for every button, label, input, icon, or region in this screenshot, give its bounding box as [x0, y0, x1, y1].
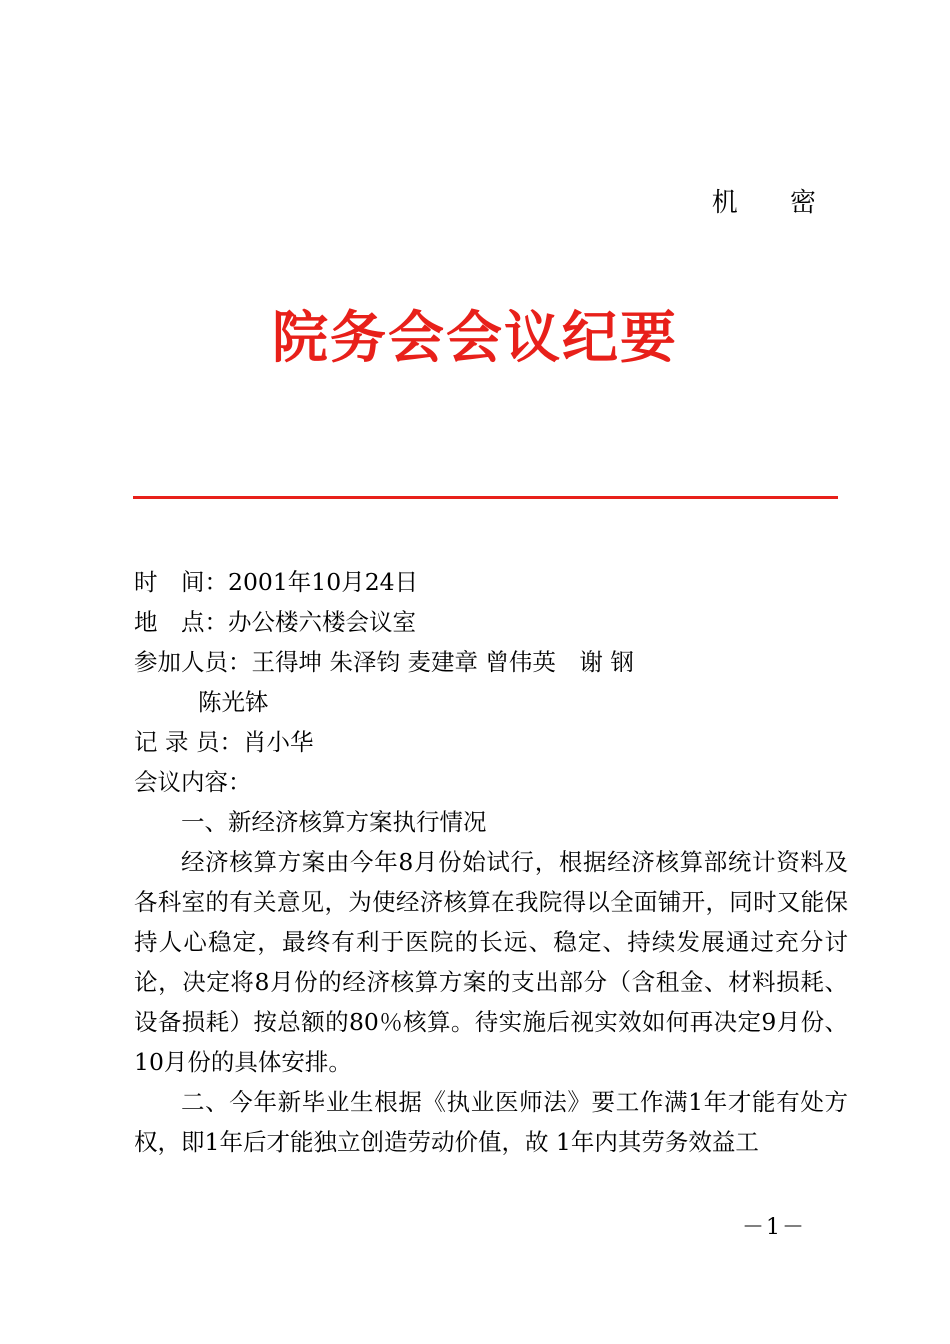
red-divider-line [133, 496, 838, 499]
content-label: 会议内容： [134, 768, 252, 796]
time-label: 时 间： [134, 568, 228, 596]
place-value: 办公楼六楼会议室 [228, 608, 416, 636]
attendees-label: 参加人员： [134, 648, 252, 676]
place-label: 地 点： [134, 608, 228, 636]
document-title: 院务会会议纪要 [272, 306, 678, 371]
time-value: 2001年10月24日 [228, 568, 419, 596]
meeting-place [134, 602, 848, 642]
meeting-recorder [134, 722, 848, 762]
page-number: －1－ [742, 1215, 806, 1240]
recorder-label: 记 录 员： [134, 728, 243, 756]
section-1-paragraph: 经济核算方案由今年8月份始试行，根据经济核算部统计资料及各科室的有关意见，为使经济核算在我院得以全面铺开，同时又能保持人心稳定，最终有利于医院的长远、稳定、持续发展通过充分讨论，决定将8月份的经济核算方案的支出部分（含租金、材料损耗、设备损耗）按总额的80％核算。待实施后视实效如何再决定9月份、10月份的具体安排。 [134, 848, 848, 1076]
section-2-paragraph: 二、今年新毕业生根据《执业医师法》要工作满1年才能有处方权，即1年后才能独立创造劳动价值，故 1年内其劳务效益工 [134, 1088, 848, 1156]
recorder-value: 肖小华 [242, 728, 314, 756]
attendees-line-1: 王得坤 朱泽钧 麦建章 曾伟英 谢 钢 [251, 648, 634, 676]
document-body [134, 562, 848, 1162]
classification-mark: 机 密 [711, 188, 838, 218]
meeting-attendees [134, 642, 848, 682]
meeting-time [134, 562, 848, 602]
attendees-line-2: 陈光钵 [198, 688, 269, 716]
section-1-heading: 一、新经济核算方案执行情况 [181, 808, 487, 836]
